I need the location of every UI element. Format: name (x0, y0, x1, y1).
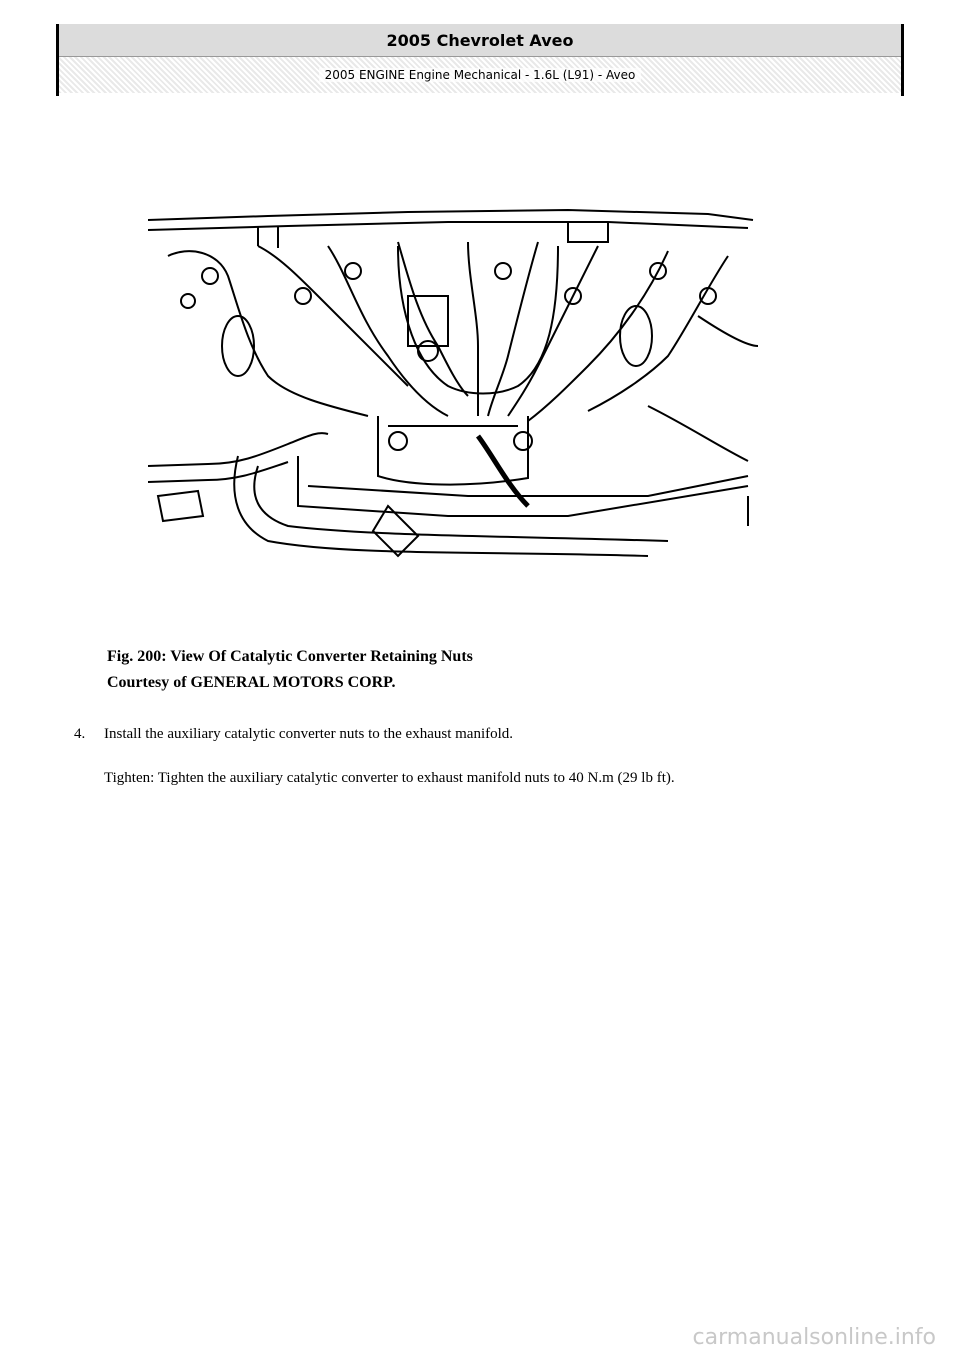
header-subtitle-bar (59, 57, 901, 93)
figure-caption: Fig. 200: View Of Catalytic Converter Retaining Nuts (107, 648, 473, 665)
figure-courtesy: Courtesy of GENERAL MOTORS CORP. (107, 674, 396, 691)
header-title: 2005 Chevrolet Aveo (59, 24, 901, 57)
footer-watermark: carmanualsonline.info (692, 1325, 936, 1350)
engine-exhaust-manifold-illustration (148, 196, 758, 596)
step-tighten-note: Tighten: Tighten the auxiliary catalytic converter to exhaust manifold nuts to 40 N.m (29 lb ft). (104, 770, 675, 786)
step-number: 4. (74, 726, 86, 742)
figure-caption-block (107, 644, 473, 696)
procedure-step (74, 722, 894, 790)
header-subtitle: 2005 ENGINE Engine Mechanical - 1.6L (L91) - Aveo (319, 68, 642, 82)
step-text: Install the auxiliary catalytic converter nuts to the exhaust manifold. (104, 726, 514, 742)
page-header (56, 24, 904, 96)
